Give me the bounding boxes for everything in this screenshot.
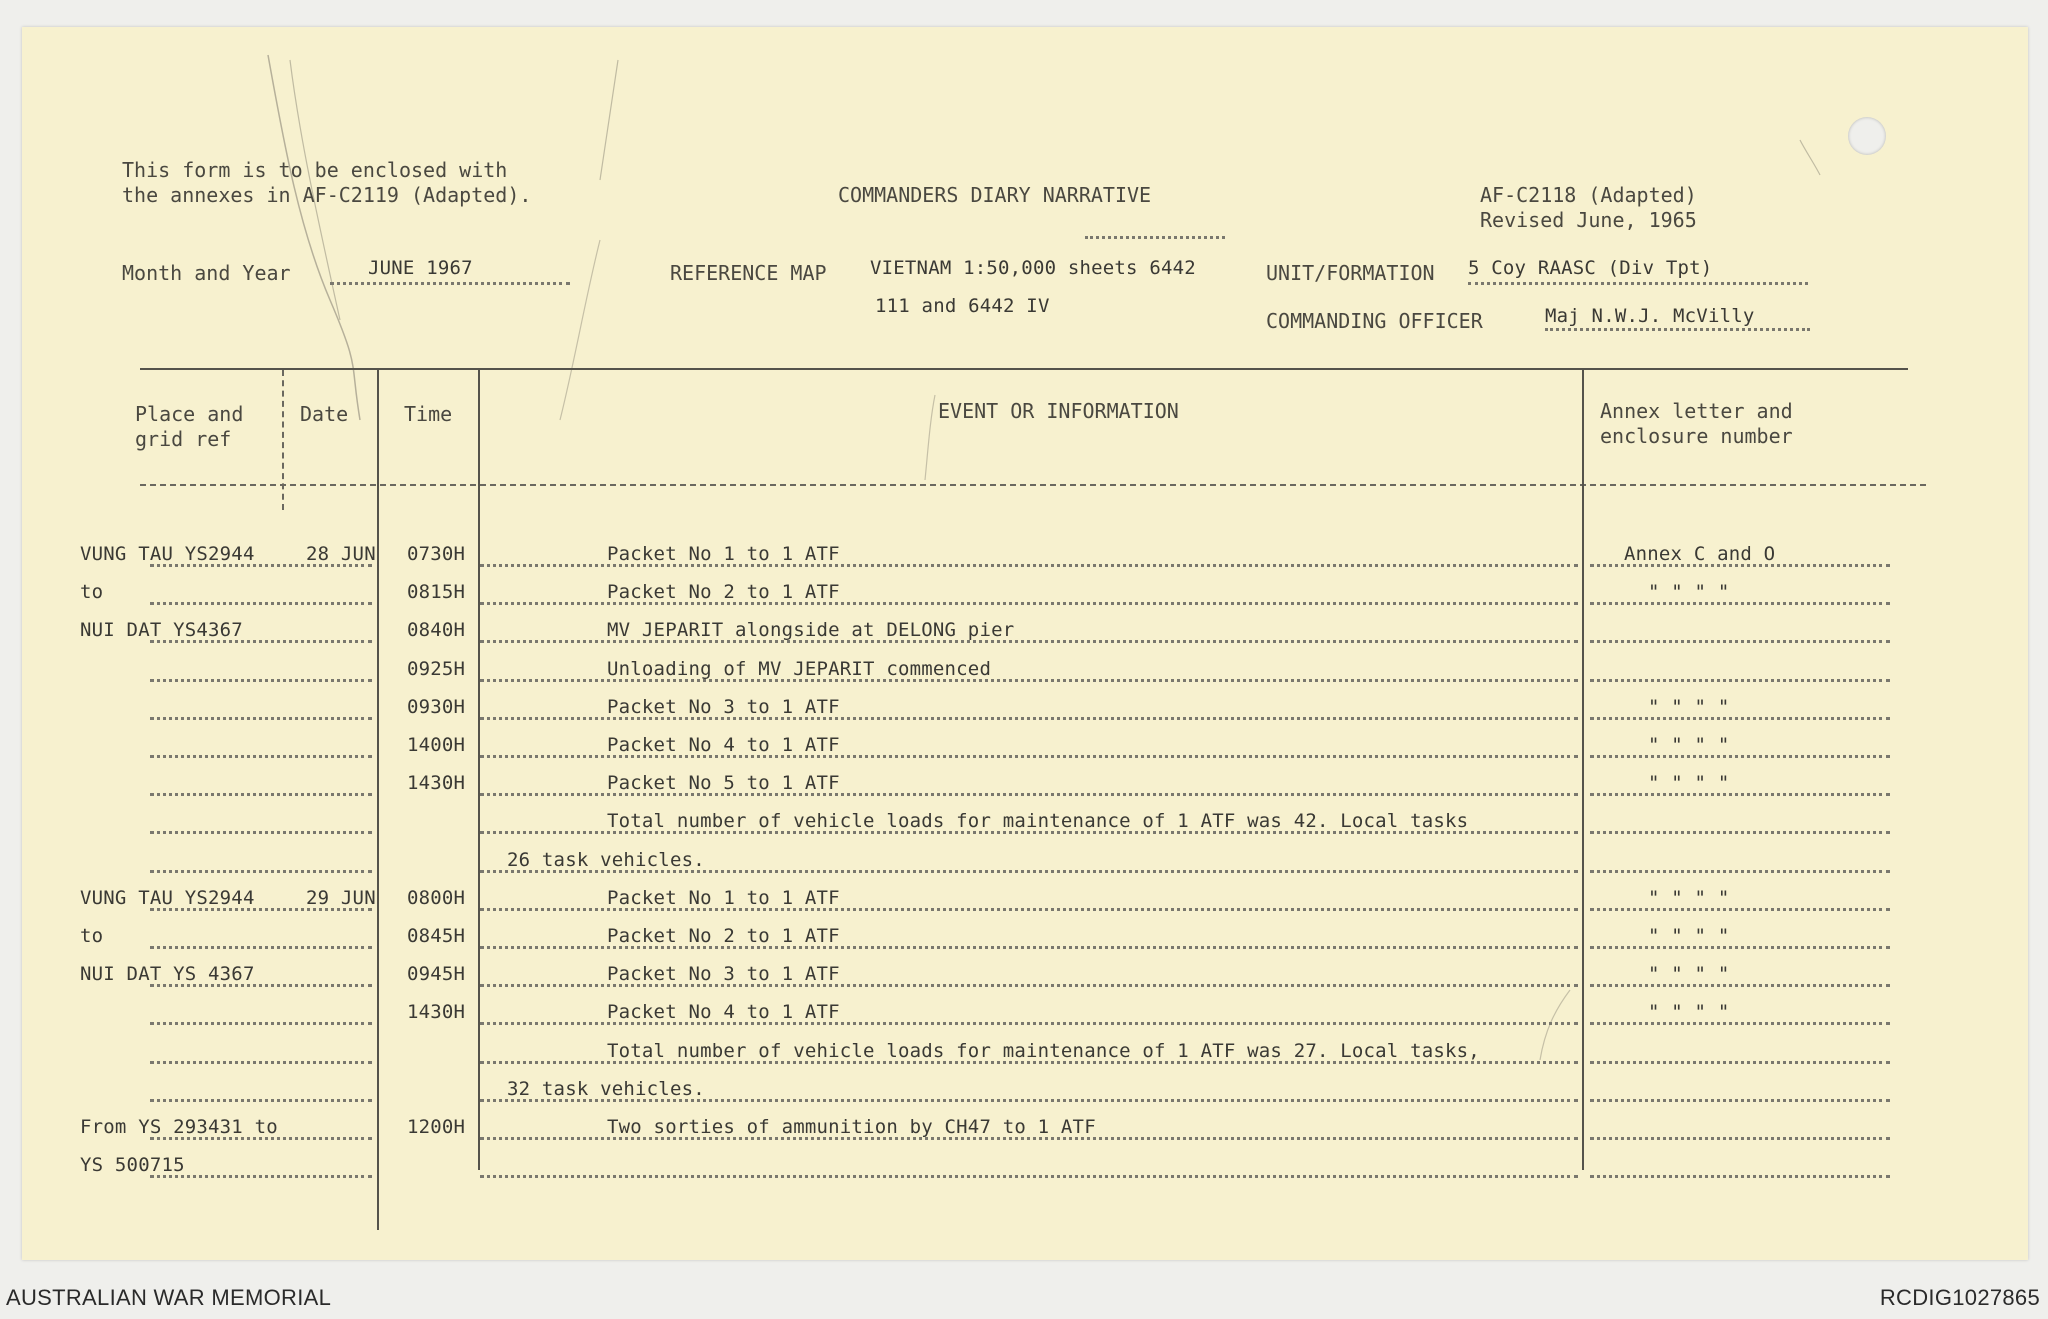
cell-event-continued: 32 task vehicles.: [507, 1078, 705, 1100]
col-header-date: Date: [300, 402, 349, 426]
cell-event-continued: 26 task vehicles.: [507, 849, 705, 871]
leader-dots: [1590, 831, 1890, 834]
cell-event: Packet No 3 to 1 ATF: [607, 696, 840, 718]
cell-event: Packet No 3 to 1 ATF: [607, 963, 840, 985]
col-divider-date: [377, 370, 379, 1230]
leader-dots: [1590, 717, 1890, 720]
leader-dots: [150, 1099, 372, 1102]
leader-dots: [1590, 1061, 1890, 1064]
leader-dots: [1590, 793, 1890, 796]
cell-event: Packet No 4 to 1 ATF: [607, 1001, 840, 1023]
cell-time: 0730H: [407, 543, 466, 565]
cell-event: Total number of vehicle loads for maintenance of 1 ATF was 27. Local tasks,: [607, 1040, 1480, 1062]
col-header-annex-line2: enclosure number: [1600, 424, 1793, 448]
cell-place: NUI DAT YS4367: [80, 619, 243, 641]
cell-time: 1400H: [407, 734, 466, 756]
cell-time: 0930H: [407, 696, 466, 718]
col-header-time: Time: [404, 402, 453, 426]
commanding-officer-value: Maj N.W.J. McVilly: [1545, 305, 1755, 327]
cell-time: 0925H: [407, 658, 466, 680]
cell-time: 0815H: [407, 581, 466, 603]
cell-event: Packet No 4 to 1 ATF: [607, 734, 840, 756]
cell-time: 0800H: [407, 887, 466, 909]
cell-annex: " " " ": [1648, 925, 1730, 947]
commanding-officer-dots: [1545, 328, 1810, 331]
cell-event: Total number of vehicle loads for maintenance of 1 ATF was 42. Local tasks: [607, 810, 1469, 832]
footer-record-id: RCDIG1027865: [1879, 1285, 2040, 1310]
leader-dots: [1590, 946, 1890, 949]
cell-event: Packet No 1 to 1 ATF: [607, 887, 840, 909]
cell-event: MV JEPARIT alongside at DELONG pier: [607, 619, 1015, 641]
cell-time: 1200H: [407, 1116, 466, 1138]
leader-dots: [480, 1175, 1578, 1178]
footer-archive-name: AUSTRALIAN WAR MEMORIAL: [6, 1285, 332, 1310]
leader-dots: [150, 831, 372, 834]
form-number: AF-C2118 (Adapted): [1480, 183, 1697, 207]
col-header-place-line1: Place and: [135, 402, 244, 426]
table-top-rule: [140, 368, 1908, 370]
cell-event: Unloading of MV JEPARIT commenced: [607, 658, 992, 680]
cell-event: Packet No 5 to 1 ATF: [607, 772, 840, 794]
col-header-place-line2: grid ref: [135, 427, 232, 451]
reference-map-value: VIETNAM 1:50,000 sheets 6442: [870, 257, 1196, 279]
leader-dots: [150, 1061, 372, 1064]
leader-dots: [1590, 1099, 1890, 1102]
cell-place: to: [80, 581, 104, 603]
cell-annex: " " " ": [1648, 734, 1730, 756]
leader-dots: [1590, 755, 1890, 758]
month-year-dots: [330, 282, 570, 285]
punch-hole: [1848, 117, 1886, 155]
leader-dots: [150, 1022, 372, 1025]
commanding-officer-label: COMMANDING OFFICER: [1266, 309, 1483, 333]
cell-time: 0840H: [407, 619, 466, 641]
cell-annex: " " " ": [1648, 1001, 1730, 1023]
month-year-value: JUNE 1967: [368, 257, 473, 279]
cell-place: From YS 293431 to: [80, 1116, 278, 1138]
col-header-event: EVENT OR INFORMATION: [938, 399, 1179, 423]
cell-annex: " " " ": [1648, 696, 1730, 718]
table-header-rule: [140, 484, 1926, 486]
unit-formation-dots: [1468, 282, 1808, 285]
unit-formation-label: UNIT/FORMATION: [1266, 261, 1435, 285]
leader-dots: [150, 602, 372, 605]
cell-place: YS 500715: [80, 1154, 185, 1176]
col-divider-place: [282, 370, 284, 510]
cell-annex: Annex C and O: [1624, 543, 1776, 565]
cell-place: to: [80, 925, 104, 947]
cell-time: 1430H: [407, 772, 466, 794]
cell-time: 0945H: [407, 963, 466, 985]
leader-dots: [1590, 640, 1890, 643]
cell-place: NUI DAT YS 4367: [80, 963, 255, 985]
cell-annex: " " " ": [1648, 963, 1730, 985]
leader-dots: [1590, 1175, 1890, 1178]
leader-dots: [1590, 1137, 1890, 1140]
leader-dots: [1590, 1022, 1890, 1025]
cell-annex: " " " ": [1648, 581, 1730, 603]
cell-annex: " " " ": [1648, 772, 1730, 794]
leader-dots: [1590, 602, 1890, 605]
leader-dots: [150, 793, 372, 796]
diary-sheet: [22, 27, 2028, 1260]
cell-event: Packet No 2 to 1 ATF: [607, 925, 840, 947]
cell-time: 0845H: [407, 925, 466, 947]
reference-map-label: REFERENCE MAP: [670, 261, 827, 285]
cell-date: 28 JUN: [306, 543, 376, 565]
cell-event: Packet No 1 to 1 ATF: [607, 543, 840, 565]
col-header-annex-line1: Annex letter and: [1600, 399, 1793, 423]
title-dots: [1085, 236, 1225, 239]
leader-dots: [1590, 679, 1890, 682]
leader-dots: [150, 717, 372, 720]
leader-dots: [1590, 908, 1890, 911]
cell-place: VUNG TAU YS2944: [80, 887, 255, 909]
cell-event: Two sorties of ammunition by CH47 to 1 ATF: [607, 1116, 1096, 1138]
cell-time: 1430H: [407, 1001, 466, 1023]
col-divider-event: [1582, 370, 1584, 1170]
leader-dots: [150, 755, 372, 758]
reference-map-value-line2: 111 and 6442 IV: [875, 295, 1050, 317]
col-divider-time: [478, 370, 480, 1170]
cell-annex: " " " ": [1648, 887, 1730, 909]
leader-dots: [1590, 984, 1890, 987]
leader-dots: [1590, 870, 1890, 873]
leader-dots: [150, 946, 372, 949]
enclosure-note-line2: the annexes in AF-C2119 (Adapted).: [122, 183, 532, 207]
enclosure-note-line1: This form is to be enclosed with: [122, 158, 508, 182]
leader-dots: [150, 870, 372, 873]
cell-date: 29 JUN: [306, 887, 376, 909]
leader-dots: [150, 679, 372, 682]
form-revision: Revised June, 1965: [1480, 208, 1697, 232]
unit-formation-value: 5 Coy RAASC (Div Tpt): [1468, 257, 1713, 279]
cell-event: Packet No 2 to 1 ATF: [607, 581, 840, 603]
month-year-label: Month and Year: [122, 261, 291, 285]
document-title: COMMANDERS DIARY NARRATIVE: [838, 183, 1152, 207]
cell-place: VUNG TAU YS2944: [80, 543, 255, 565]
